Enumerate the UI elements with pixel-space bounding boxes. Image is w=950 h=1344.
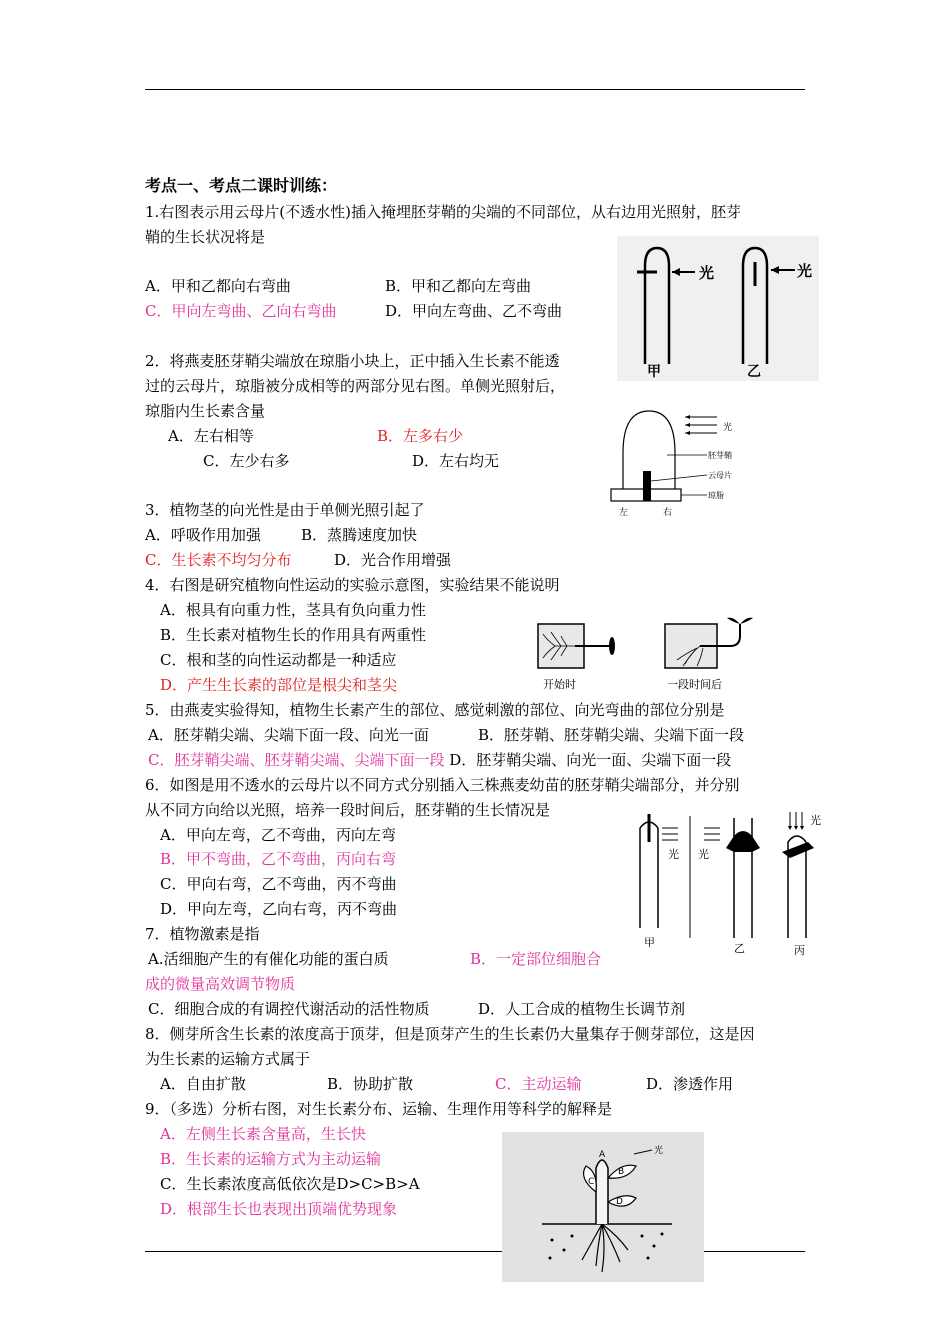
q6-option-d: D．甲向左弯，乙向右弯，丙不弯曲: [160, 900, 398, 918]
q1-stem-2: 鞘的生长状况将是: [145, 228, 266, 246]
q5-option-c-row: [148, 749, 731, 771]
q6-light-label-1: 光: [668, 848, 679, 861]
q6-light-label-3: 光: [810, 814, 821, 827]
q9-option-d: D．根部生长也表现出顶端优势现象: [160, 1200, 398, 1218]
page-title: 考点一、考点二课时训练：: [145, 176, 338, 195]
q2-mica-label: 云母片: [708, 471, 732, 480]
q2-agar-label: 琼脂: [708, 491, 724, 500]
q6-figure: [630, 808, 830, 958]
q5-option-c: C．胚芽鞘尖端、胚芽鞘尖端、尖端下面一段: [148, 751, 445, 769]
q2-stem-2: 过的云母片，琼脂被分成相等的两部分见右图。单侧光照射后，: [145, 377, 566, 395]
q3-stem: 3．植物茎的向光性是由于单侧光照引起了: [145, 501, 425, 519]
q1-light-label-2: 光: [797, 262, 813, 280]
q9-option-a: A．左侧生长素含量高，生长快: [160, 1125, 366, 1143]
bottom-rule: [145, 1251, 805, 1252]
q8-option-c: C．主动运输: [495, 1075, 582, 1093]
q9-option-c: C．生长素浓度高低依次是D>C>B>A: [160, 1175, 420, 1193]
q2-option-b: B．左多右少: [377, 427, 464, 445]
q5-option-d: D．胚芽鞘尖端、向光一面、尖端下面一段: [449, 751, 732, 769]
q2-option-d: D．左右均无: [412, 452, 500, 470]
q8-stem-1: 8．侧芽所含生长素的浓度高于顶芽，但是顶芽产生的生长素仍大量集存于侧芽部位，这是因: [145, 1025, 755, 1043]
q2-option-c: C．左少右多: [203, 452, 290, 470]
q6-stem-2: 从不同方向给以光照，培养一段时间后，胚芽鞘的生长情况是: [145, 801, 551, 819]
q4-figure: [535, 610, 765, 695]
q4-start-label: 开始时: [543, 678, 576, 691]
q1-figure: [617, 236, 819, 381]
q3-option-c: C．生长素不均匀分布: [145, 551, 292, 569]
q7-option-d: D．人工合成的植物生长调节剂: [478, 1000, 686, 1018]
q1-option-b: B．甲和乙都向左弯曲: [385, 277, 532, 295]
q5-option-b: B．胚芽鞘、胚芽鞘尖端、尖端下面一段: [478, 726, 745, 744]
q7-option-b-1: B．一定部位细胞合: [470, 950, 602, 968]
q8-option-d: D．渗透作用: [646, 1075, 734, 1093]
q3-option-b: B．蒸腾速度加快: [301, 526, 418, 544]
q7-option-a: A.活细胞产生的有催化功能的蛋白质: [148, 950, 389, 968]
q2-light-label: 光: [723, 423, 733, 433]
q4-option-d: D．产生生长素的部位是根尖和茎尖: [160, 676, 398, 694]
q9-label-a: A: [599, 1150, 606, 1160]
q2-left-label: 左: [619, 508, 629, 518]
q2-figure: [605, 405, 755, 520]
q2-option-a: A．左右相等: [168, 427, 254, 445]
q2-stem-1: 2．将燕麦胚芽鞘尖端放在琼脂小块上，正中插入生长素不能透: [145, 352, 560, 370]
q6-option-a: A．甲向左弯，乙不弯曲，丙向左弯: [160, 826, 396, 844]
top-rule: [145, 89, 805, 90]
q4-later-label: 一段时间后: [667, 678, 722, 691]
q3-option-a: A．呼吸作用加强: [145, 526, 261, 544]
q6-option-c: C．甲向右弯，乙不弯曲，丙不弯曲: [160, 875, 397, 893]
q4-stem: 4．右图是研究植物向性运动的实验示意图，实验结果不能说明: [145, 576, 560, 594]
q8-option-b: B．协助扩散: [327, 1075, 414, 1093]
q1-jia-label: 甲: [647, 364, 661, 380]
q9-figure: [502, 1132, 704, 1282]
q4-option-c: C．根和茎的向性运动都是一种适应: [160, 651, 397, 669]
q9-label-b: B: [618, 1167, 625, 1177]
q5-stem: 5．由燕麦实验得知，植物生长素产生的部位、感觉刺激的部位、向光弯曲的部位分别是: [145, 701, 725, 719]
q7-option-b-2: 成的微量高效调节物质: [145, 975, 296, 993]
q9-option-b: B．生长素的运输方式为主动运输: [160, 1150, 382, 1168]
q2-right-label: 右: [663, 508, 673, 518]
q4-option-a: A．根具有向重力性，茎具有负向重力性: [160, 601, 426, 619]
q2-sheath-label: 胚芽鞘: [708, 451, 732, 460]
q1-option-c: C．甲向左弯曲、乙向右弯曲: [145, 302, 337, 320]
q3-option-d: D．光合作用增强: [334, 551, 452, 569]
q9-stem: 9．（多选）分析右图，对生长素分布、运输、生理作用等科学的解释是: [145, 1100, 613, 1118]
q6-light-label-2: 光: [698, 848, 709, 861]
q2-stem-3: 琼脂内生长素含量: [145, 402, 266, 420]
q9-label-d: D: [616, 1197, 623, 1207]
q7-stem: 7．植物激素是指: [145, 925, 260, 943]
q4-option-b: B．生长素对植物生长的作用具有两重性: [160, 626, 427, 644]
q5-option-a: A．胚芽鞘尖端、尖端下面一段、向光一面: [148, 726, 429, 744]
q1-light-label-1: 光: [699, 264, 715, 282]
q6-stem-1: 6．如图是用不透水的云母片以不同方式分别插入三株燕麦幼苗的胚芽鞘尖端部分，并分别: [145, 776, 740, 794]
q9-light-label: 光: [654, 1146, 664, 1156]
q9-label-c: C: [588, 1177, 595, 1187]
q6-yi-label: 乙: [734, 942, 745, 955]
q1-option-d: D．甲向左弯曲、乙不弯曲: [385, 302, 563, 320]
q6-option-b: B．甲不弯曲，乙不弯曲，丙向右弯: [160, 850, 397, 868]
q7-option-c: C．细胞合成的有调控代谢活动的活性物质: [148, 1000, 430, 1018]
q1-yi-label: 乙: [747, 364, 761, 380]
q8-option-a: A．自由扩散: [160, 1075, 246, 1093]
q1-option-a: A．甲和乙都向右弯曲: [145, 277, 291, 295]
q1-stem-1: 1.右图表示用云母片(不透水性)插入掩埋胚芽鞘的尖端的不同部位，从右边用光照射，胚芽: [145, 203, 742, 221]
q6-bing-label: 丙: [794, 944, 805, 957]
q8-stem-2: 为生长素的运输方式属于: [145, 1050, 311, 1068]
q6-jia-label: 甲: [644, 936, 655, 949]
